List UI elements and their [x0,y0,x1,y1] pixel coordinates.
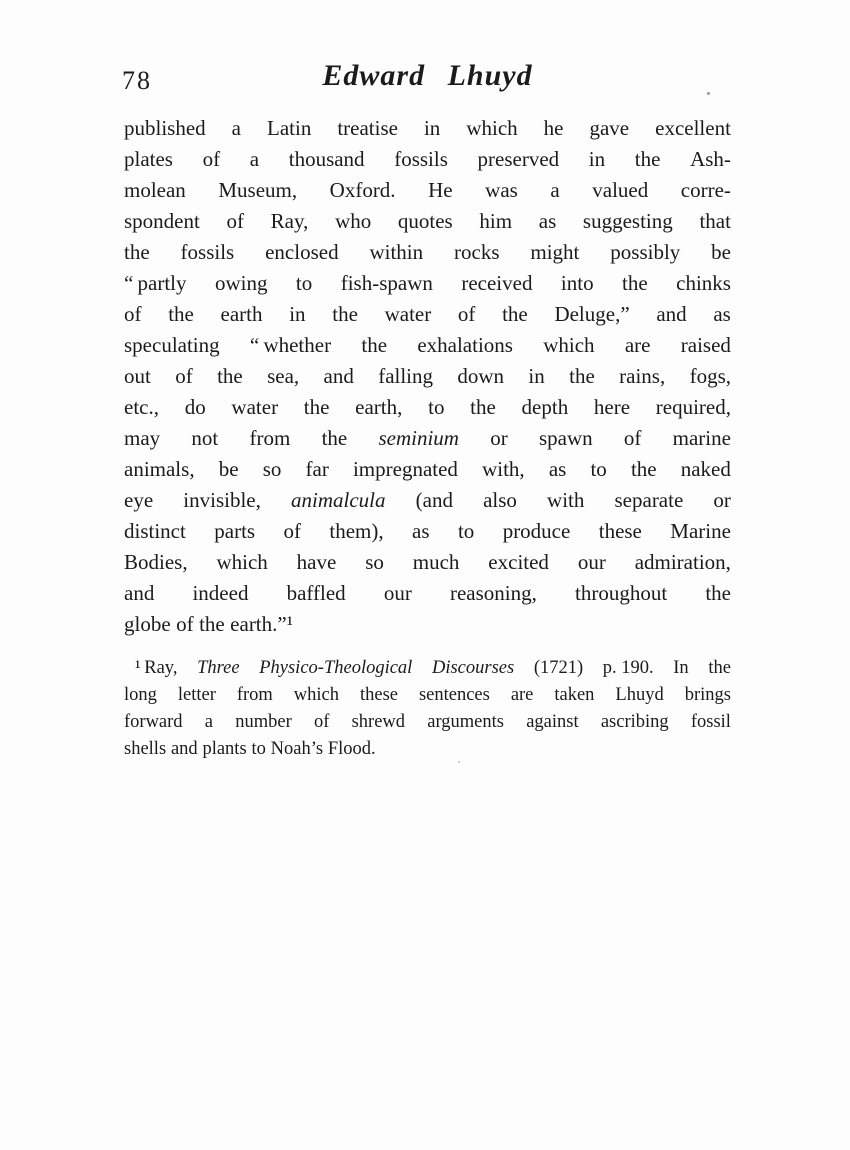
running-header-title: Edward Lhuyd [322,59,533,92]
text-line: Bodies, which have so much excited our admiration, [124,550,731,574]
text-line: forward a number of shrewd arguments against ascribing fossil [124,712,731,732]
text-line: shells and plants to Noah’s Flood. [124,739,376,759]
text-line: published a Latin treatise in which he gave excellent [124,116,731,140]
text-line: spondent of Ray, who quotes him as suggesting that [124,209,731,233]
text-line: eye invisible, animalcula (and also with separate or [124,488,731,512]
scan-speck [458,761,460,763]
text-line: the fossils enclosed within rocks might possibly be [124,240,731,264]
footnote [124,655,731,763]
page-number: 78 [122,66,152,95]
text-line: speculating “ whether the exhalations which are raised [124,333,731,357]
text-line: distinct parts of them), as to produce these Marine [124,519,731,543]
text-line: globe of the earth.”¹ [124,612,294,636]
body-paragraph [124,113,731,640]
text-line: may not from the seminium or spawn of marine [124,426,731,450]
text-line: and indeed baffled our reasoning, throughout the [124,581,731,605]
text-line: ¹ Ray, Three Physico-Theological Discourses (1721) p. 190. In the [135,658,731,678]
text-line: of the earth in the water of the Deluge,” and as [124,302,731,326]
text-line: “ partly owing to fish-spawn received into the chinks [124,271,731,295]
text-line: molean Museum, Oxford. He was a valued corre- [124,178,731,202]
text-line: etc., do water the earth, to the depth here required, [124,395,731,419]
text-line: long letter from which these sentences are taken Lhuyd brings [124,685,731,705]
text-line: out of the sea, and falling down in the rains, fogs, [124,364,731,388]
text-line: animals, be so far impregnated with, as to the naked [124,457,731,481]
scan-speck [707,92,710,95]
text-line: plates of a thousand fossils preserved in the Ash- [124,147,731,171]
